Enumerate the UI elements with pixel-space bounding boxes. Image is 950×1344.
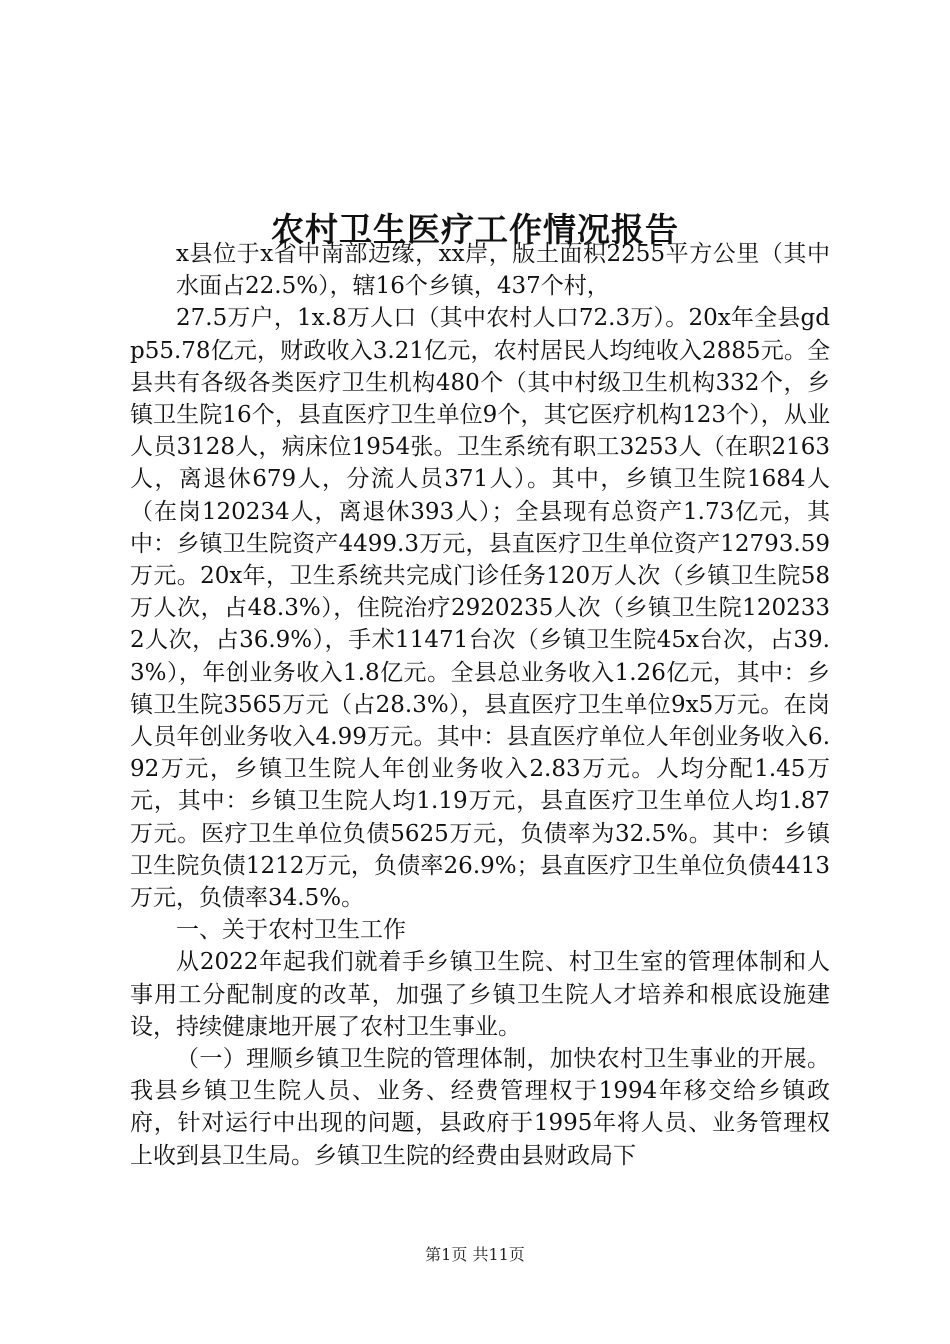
document-body: [130, 238, 830, 1172]
paragraph-statistics-text: 27.5万户，1x.8万人口（其中农村人口72.3万）。20x年全县gdp55.78亿元，财政收入3.21亿元，农村居民人均纯收入2885元。全县共有各级各类医疗卫生机构480个（其中村级卫生机构332个，乡镇卫生院16个，县直医疗卫生单位9个，其它医疗机构123个），从业人员3128人，病床位1954张。卫生系统有职工3253人（在职2163人，离退休679人，分流人员371人）。其中，乡镇卫生院1684人（在岗120234人，离退休393人）；全县现有总资产1.73亿元，其中：乡镇卫生院资产4499.3万元，县直医疗卫生单位资产12793.59万元。20x年，卫生系统共完成门诊任务120万人次（乡镇卫生院58万人次，占48.3%），住院治疗2920235人次（乡镇卫生院1202332人次，占36.9%），手术11471台次（乡镇卫生院45x台次，占39.3%），年创业务收入1.8亿元。全县总业务收入1.26亿元，其中：乡镇卫生院3565万元（占28.3%），县直医疗卫生单位9x5万元。在岗人员年创业务收入4.99万元。其中：县直医疗单位人年创业务收入6.92万元，乡镇卫生院人年创业务收入2.83万元。人均分配1.45万元，其中：乡镇卫生院人均1.19万元，县直医疗卫生单位人均1.87万元。医疗卫生单位负债5625万元，负债率为32.5%。其中：乡镇卫生院负债1212万元，负债率26.9%；县直医疗卫生单位负债4413万元，负债率34.5%。: [130, 305, 830, 912]
paragraph-intro: x县位于x省中南部边缘，xx岸，版土面积2255平方公里（其中水面占22.5%），辖16个乡镇，437个村，: [176, 241, 830, 300]
document-title: 农村卫生医疗工作情况报告: [271, 210, 679, 250]
paragraph-statistics: [130, 302, 830, 914]
paragraph-reform: 从2022年起我们就着手乡镇卫生院、村卫生室的管理体制和人事用工分配制度的改革，加强了乡镇卫生院人才培养和根底设施建设，持续健康地开展了农村卫生事业。: [130, 949, 830, 1040]
section-heading-rural-health: 一、关于农村卫生工作: [176, 917, 406, 944]
paragraph-management-system: （一）理顺乡镇卫生院的管理体制，加快农村卫生事业的开展。我县乡镇卫生院人员、业务、经费管理权于1994年移交给乡镇政府，针对运行中出现的问题，县政府于1995年将人员、业务管理权上收到县卫生局。乡镇卫生院的经费由县财政局下: [130, 1046, 830, 1169]
page-footer: 第1页 共11页: [425, 1245, 525, 1264]
